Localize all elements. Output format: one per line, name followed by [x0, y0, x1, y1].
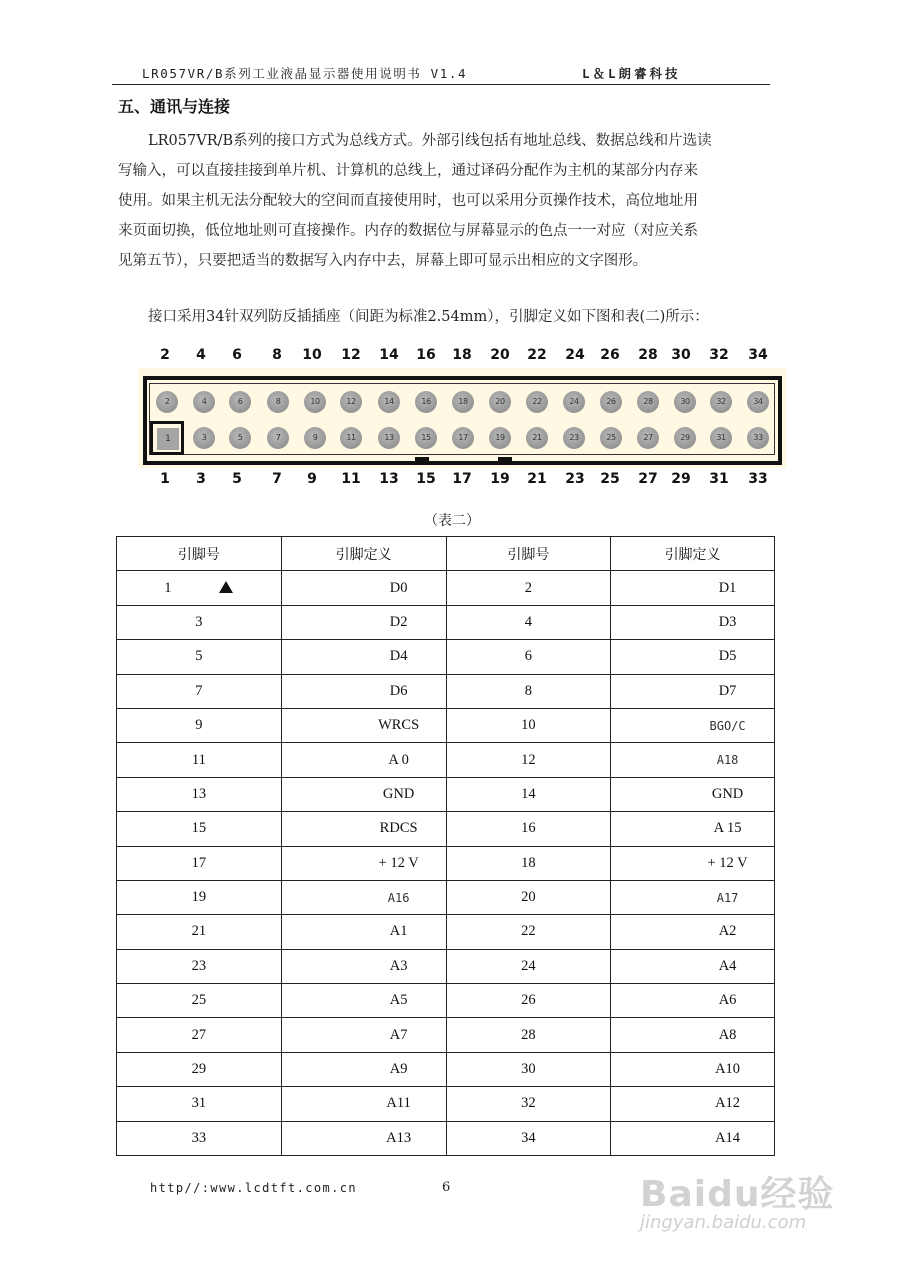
pin-number-cell: 28 [446, 1018, 611, 1052]
paragraph-line: 写输入，可以直接挂接到单片机、计算机的总线上，通过译码分配作为主机的某部分内存来 [118, 163, 698, 179]
pin-definition-cell: GND [611, 777, 775, 811]
header-company: L＆L朗睿科技 [582, 66, 681, 81]
pin-definition-cell: A13 [281, 1121, 446, 1155]
pin-label-bottom: 25 [600, 471, 620, 487]
table-row [117, 915, 775, 949]
pin-label-bottom: 23 [565, 471, 585, 487]
connector-pin: 3 [193, 427, 215, 449]
header-pin-number: 引脚号 [446, 537, 611, 571]
connector-pin: 26 [600, 391, 622, 413]
paragraph-line: 使用。如果主机无法分配较大的空间而直接使用时，也可以采用分页操作技术，高位地址用 [118, 193, 698, 209]
pin-label-top: 34 [748, 347, 768, 363]
pin-definition-cell: A10 [611, 1052, 775, 1086]
pin-number-cell: 25 [117, 984, 282, 1018]
pin-number-cell: 14 [446, 777, 611, 811]
pin-label-top: 4 [196, 347, 206, 363]
connector-pin: 8 [267, 391, 289, 413]
pin-number-cell: 18 [446, 846, 611, 880]
pin-definition-cell: D5 [611, 640, 775, 674]
connector-pin: 23 [563, 427, 585, 449]
connector-pin: 10 [304, 391, 326, 413]
connector-pin: 14 [378, 391, 400, 413]
pin-number-cell: 34 [446, 1121, 611, 1155]
pin-number-cell: 15 [117, 812, 282, 846]
table-row [117, 949, 775, 983]
connector-pin: 25 [600, 427, 622, 449]
pin-definition-cell: RDCS [281, 812, 446, 846]
pin-label-top: 28 [638, 347, 658, 363]
connector-pin: 20 [489, 391, 511, 413]
pin-number-cell: 9 [117, 708, 282, 742]
pin-number-cell: 2 [446, 571, 611, 605]
table-caption: （表二） [424, 513, 480, 529]
table-row [117, 1018, 775, 1052]
pin-number-cell: 4 [446, 605, 611, 639]
pin-label-bottom: 5 [232, 471, 242, 487]
pin-label-top: 20 [490, 347, 510, 363]
table-row [117, 984, 775, 1018]
pin-definition-cell: A7 [281, 1018, 446, 1052]
connector-key-notch [498, 457, 512, 463]
pin-label-top: 18 [452, 347, 472, 363]
pin-label-bottom: 1 [160, 471, 170, 487]
pin-label-top: 12 [341, 347, 361, 363]
pin-definition-cell: D1 [611, 571, 775, 605]
pin-label-top: 2 [160, 347, 170, 363]
table-header-row [117, 537, 775, 571]
pin-label-bottom: 29 [671, 471, 691, 487]
connector-pin: 33 [747, 427, 769, 449]
pin-definition-cell: A5 [281, 984, 446, 1018]
connector-pin: 22 [526, 391, 548, 413]
pin-definition-cell: A3 [281, 949, 446, 983]
pin-number-cell: 23 [117, 949, 282, 983]
table-row [117, 1052, 775, 1086]
watermark-brand: Baidu经验 [640, 1174, 835, 1215]
pin-label-top: 6 [232, 347, 242, 363]
watermark [640, 1158, 870, 1248]
pin-definition-cell: A8 [611, 1018, 775, 1052]
pin-label-bottom: 15 [416, 471, 436, 487]
pin-label-bottom: 11 [341, 471, 361, 487]
connector-pin: 19 [489, 427, 511, 449]
pin-definition-cell: A16 [281, 880, 446, 914]
connector-pin: 15 [415, 427, 437, 449]
table-row [117, 812, 775, 846]
pin-label-bottom: 21 [527, 471, 547, 487]
connector-pin: 11 [340, 427, 362, 449]
pin-label-bottom: 13 [379, 471, 399, 487]
pin-label-top: 30 [671, 347, 691, 363]
paragraph-line: 来页面切换，低位地址则可直接操作。内存的数据位与屏幕显示的色点一一对应（对应关系 [118, 223, 698, 239]
table-row [117, 674, 775, 708]
pin-number-cell: 6 [446, 640, 611, 674]
section-title: 五、通讯与连接 [118, 97, 231, 116]
table-row [117, 777, 775, 811]
pin-number-cell: 13 [117, 777, 282, 811]
connector-pin: 18 [452, 391, 474, 413]
connector-pin: 6 [229, 391, 251, 413]
pin-label-top: 10 [302, 347, 322, 363]
connector-bottom-labels [0, 471, 904, 493]
table-row [117, 605, 775, 639]
pin-definition-cell: BGO/C [611, 708, 775, 742]
pin-definition-cell: D6 [281, 674, 446, 708]
pin-number-cell [117, 571, 282, 605]
pin-number-cell: 33 [117, 1121, 282, 1155]
pin-number-text: 1 [164, 579, 172, 596]
pin-definition-cell: D2 [281, 605, 446, 639]
table-row [117, 640, 775, 674]
pin-definition-cell: D4 [281, 640, 446, 674]
connector-pin: 24 [563, 391, 585, 413]
pin-number-cell: 29 [117, 1052, 282, 1086]
pin-definition-cell: A6 [611, 984, 775, 1018]
pin-number-cell: 21 [117, 915, 282, 949]
page-header [112, 62, 770, 85]
pin-number-cell: 7 [117, 674, 282, 708]
connector-pin: 34 [747, 391, 769, 413]
pin-definition-cell: A11 [281, 1087, 446, 1121]
pin-definition-cell: D3 [611, 605, 775, 639]
table-row [117, 708, 775, 742]
pin-definition-cell: A14 [611, 1121, 775, 1155]
footer-url: http//:www.lcdtft.com.cn [150, 1181, 357, 1195]
pin-definition-cell: WRCS [281, 708, 446, 742]
pin-definition-cell: A12 [611, 1087, 775, 1121]
pin-number-cell: 24 [446, 949, 611, 983]
header-title: LR057VR/B系列工业液晶显示器使用说明书 V1.4 [142, 66, 468, 81]
pin-number-cell: 26 [446, 984, 611, 1018]
connector-pin: 17 [452, 427, 474, 449]
pin-label-bottom: 33 [748, 471, 768, 487]
table-row [117, 743, 775, 777]
pin-label-top: 22 [527, 347, 547, 363]
pin-definition-cell: A2 [611, 915, 775, 949]
pin-label-top: 16 [416, 347, 436, 363]
table-row [117, 1087, 775, 1121]
pin-label-bottom: 19 [490, 471, 510, 487]
pin-number-cell: 10 [446, 708, 611, 742]
pin-label-bottom: 9 [307, 471, 317, 487]
connector-pin: 4 [193, 391, 215, 413]
pin-definition-cell: GND [281, 777, 446, 811]
pin-definition-cell: A9 [281, 1052, 446, 1086]
pin-definition-cell: D0 [281, 571, 446, 605]
pin-number-cell: 20 [446, 880, 611, 914]
pin-number-cell: 27 [117, 1018, 282, 1052]
intro-paragraph [118, 126, 778, 276]
pin-definition-cell: A 0 [281, 743, 446, 777]
pin-label-bottom: 3 [196, 471, 206, 487]
pin-number-cell: 19 [117, 880, 282, 914]
paragraph-line: LR057VR/B系列的接口方式为总线方式。外部引线包括有地址总线、数据总线和片选读 [148, 133, 712, 149]
connector-pin-1: 1 [157, 428, 179, 450]
paragraph-line: 见第五节），只要把适当的数据写入内存中去，屏幕上即可显示出相应的文字图形。 [118, 253, 648, 269]
pin-label-top: 24 [565, 347, 585, 363]
header-pin-definition: 引脚定义 [611, 537, 775, 571]
pin-number-cell: 32 [446, 1087, 611, 1121]
connector-pin: 30 [674, 391, 696, 413]
page-number: 6 [442, 1180, 451, 1195]
connector-pin: 21 [526, 427, 548, 449]
table-row [117, 1121, 775, 1155]
pin-definition-cell: + 12 V [611, 846, 775, 880]
pin-definition-cell: A 15 [611, 812, 775, 846]
pin-label-bottom: 27 [638, 471, 658, 487]
pin-number-cell: 30 [446, 1052, 611, 1086]
pin-definition-cell: A4 [611, 949, 775, 983]
pin-number-cell: 5 [117, 640, 282, 674]
pin-label-top: 26 [600, 347, 620, 363]
header-pin-number: 引脚号 [117, 537, 282, 571]
pin-definition-cell: A1 [281, 915, 446, 949]
connector-pin: 5 [229, 427, 251, 449]
watermark-url: jingyan.baidu.com [640, 1212, 807, 1233]
pin-label-top: 8 [272, 347, 282, 363]
pin-label-top: 32 [709, 347, 729, 363]
pin-definition-cell: + 12 V [281, 846, 446, 880]
connector-pin: 31 [710, 427, 732, 449]
pin-definition-cell: A17 [611, 880, 775, 914]
pin-label-bottom: 7 [272, 471, 282, 487]
table-row [117, 846, 775, 880]
pin-number-cell: 16 [446, 812, 611, 846]
pin-number-cell: 8 [446, 674, 611, 708]
pin-number-cell: 12 [446, 743, 611, 777]
header-pin-definition: 引脚定义 [281, 537, 446, 571]
pin-number-cell: 17 [117, 846, 282, 880]
connector-pin: 16 [415, 391, 437, 413]
connector-pin: 9 [304, 427, 326, 449]
connector-pin: 27 [637, 427, 659, 449]
triangle-marker-icon [219, 581, 233, 593]
connector-pin: 13 [378, 427, 400, 449]
connector-top-labels [0, 347, 904, 369]
table-row [117, 880, 775, 914]
pin-definition-cell: A18 [611, 743, 775, 777]
pin-number-cell: 3 [117, 605, 282, 639]
connector-pin: 2 [156, 391, 178, 413]
connector-key-notch [415, 457, 429, 463]
connector-pin: 32 [710, 391, 732, 413]
pin-label-bottom: 31 [709, 471, 729, 487]
pin-number-cell: 11 [117, 743, 282, 777]
connector-pin: 7 [267, 427, 289, 449]
pin-definition-table [116, 536, 775, 1156]
connector-intro: 接口采用34针双列防反插插座（间距为标准2.54mm），引脚定义如下图和表(二)所示： [148, 309, 709, 325]
pin-label-bottom: 17 [452, 471, 472, 487]
pin-number-cell: 22 [446, 915, 611, 949]
connector-pin: 28 [637, 391, 659, 413]
pin-number-cell: 31 [117, 1087, 282, 1121]
pin-definition-cell: D7 [611, 674, 775, 708]
connector-pin: 29 [674, 427, 696, 449]
connector-pin: 12 [340, 391, 362, 413]
pin-label-top: 14 [379, 347, 399, 363]
table-row [117, 571, 775, 605]
